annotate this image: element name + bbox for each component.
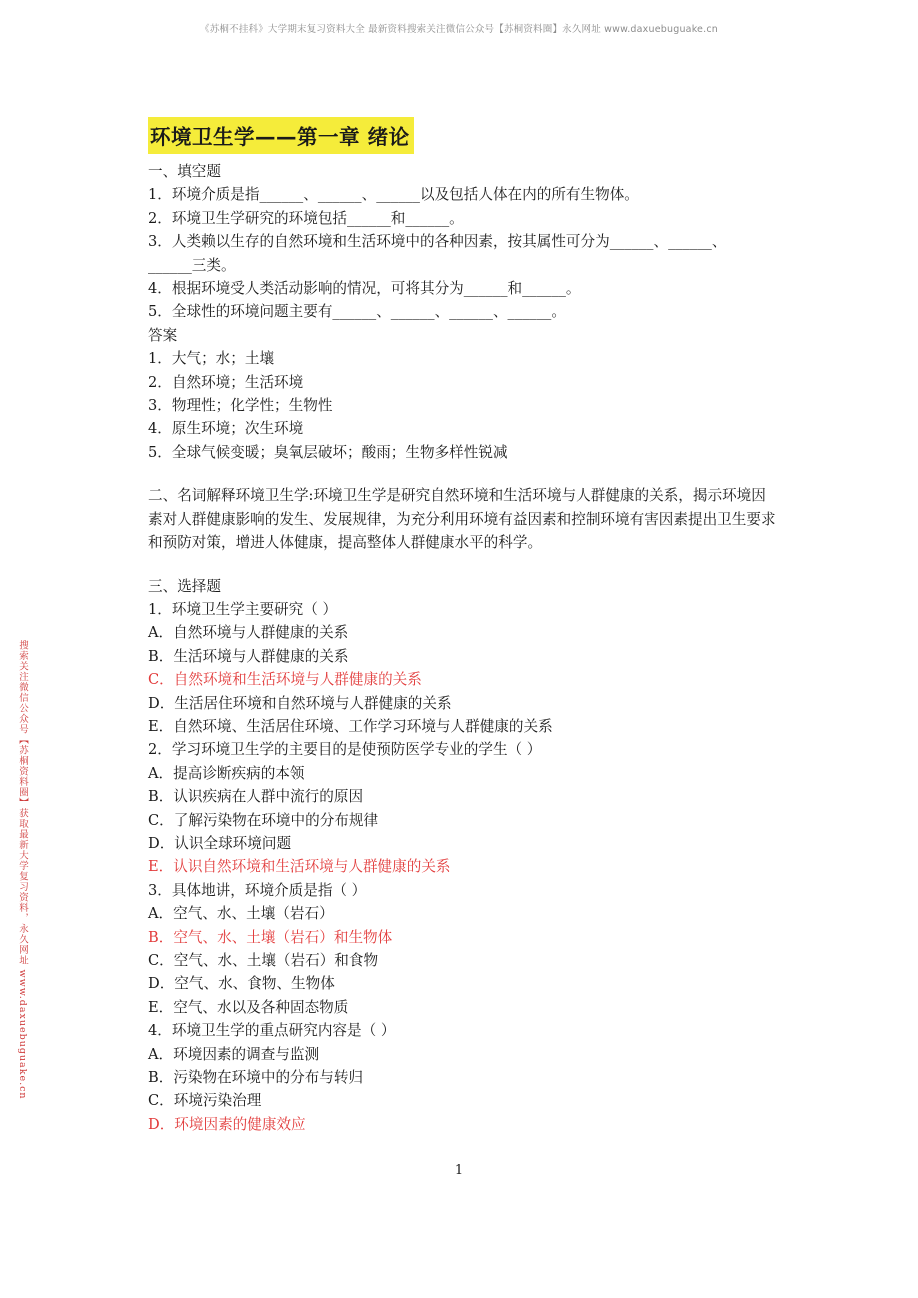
correct-option-line: C．自然环境和生活环境与人群健康的关系 <box>148 671 422 689</box>
correct-option-line: B．空气、水、土壤（岩石）和生物体 <box>148 928 393 946</box>
question-stem: 2．学习环境卫生学的主要目的是使预防医学专业的学生（ ） <box>148 741 542 759</box>
option-line: B．生活环境与人群健康的关系 <box>148 647 349 665</box>
question-line: 4．根据环境受人类活动影响的情况，可将其分为______和______。 <box>148 280 581 298</box>
question-line: ______三类。 <box>148 256 236 274</box>
choice-section <box>148 575 778 1137</box>
option-line: D．生活居住环境和自然环境与人群健康的关系 <box>148 694 452 712</box>
option-line: A．环境因素的调查与监测 <box>148 1045 320 1063</box>
option-line: A．提高诊断疾病的本领 <box>148 764 305 782</box>
question-stem: 4．环境卫生学的重点研究内容是（ ） <box>148 1022 396 1040</box>
answer-line: 2．自然环境；生活环境 <box>148 373 304 391</box>
option-line: E．自然环境、生活居住环境、工作学习环境与人群健康的关系 <box>148 717 553 735</box>
option-line: D．认识全球环境问题 <box>148 834 292 852</box>
question-line: 3．人类赖以生存的自然环境和生活环境中的各种因素，按其属性可分为______、______、 <box>148 233 727 251</box>
option-line: C．了解污染物在环境中的分布规律 <box>148 811 379 829</box>
question-line: 2．环境卫生学研究的环境包括______和______。 <box>148 209 464 227</box>
section-heading: 一、填空题 <box>148 163 221 180</box>
section-heading: 三、选择题 <box>148 577 221 595</box>
answer-line: 4．原生环境；次生环境 <box>148 420 304 438</box>
side-watermark-note: 搜索关注微信公众号【苏桐资料圈】获取最新大学复习资料，永久网址 www.daxuebuguake.cn <box>17 640 28 1100</box>
answer-line: 3．物理性；化学性；生物性 <box>148 397 333 415</box>
question-stem: 3．具体地讲，环境介质是指（ ） <box>148 881 367 899</box>
option-line: B．认识疾病在人群中流行的原因 <box>148 788 364 806</box>
question-line: 1．环境介质是指______、______、______以及包括人体在内的所有生物体。 <box>148 186 639 204</box>
header-watermark-note: 《苏桐不挂科》大学期末复习资料大全 最新资料搜索关注微信公众号【苏桐资料圈】永久网址 www.daxuebuguake.cn <box>200 24 718 35</box>
correct-option-line: E．认识自然环境和生活环境与人群健康的关系 <box>148 858 451 876</box>
option-line: B．污染物在环境中的分布与转归 <box>148 1069 364 1087</box>
correct-option-line: D．环境因素的健康效应 <box>148 1115 306 1133</box>
option-line: E．空气、水以及各种固态物质 <box>148 998 349 1016</box>
answer-heading: 答案 <box>148 326 178 344</box>
document-body <box>148 160 778 1136</box>
answer-line: 1．大气；水；土壤 <box>148 350 275 368</box>
option-line: C．环境污染治理 <box>148 1092 262 1110</box>
option-line: D．空气、水、食物、生物体 <box>148 975 335 993</box>
option-line: C．空气、水、土壤（岩石）和食物 <box>148 952 379 969</box>
page-title: 环境卫生学——第一章 绪论 <box>148 117 414 154</box>
question-line: 5．全球性的环境问题主要有______、______、______、______。 <box>148 303 566 321</box>
option-line: A．自然环境与人群健康的关系 <box>148 624 349 642</box>
question-stem: 1．环境卫生学主要研究（ ） <box>148 600 338 618</box>
page-number: 1 <box>454 1163 464 1178</box>
definition-paragraph: 二、名词解释环境卫生学:环境卫生学是研究自然环境和生活环境与人群健康的关系，揭示环境因素对人群健康影响的发生、发展规律，为充分利用环境有益因素和控制环境有害因素提出卫生要求和预防对策，增进人体健康，提高整体人群健康水平的科学。 <box>148 487 776 552</box>
answer-line: 5．全球气候变暖；臭氧层破坏；酸雨；生物多样性锐减 <box>148 443 508 461</box>
option-line: A．空气、水、土壤（岩石） <box>148 905 334 923</box>
fill-blank-section <box>148 160 778 464</box>
